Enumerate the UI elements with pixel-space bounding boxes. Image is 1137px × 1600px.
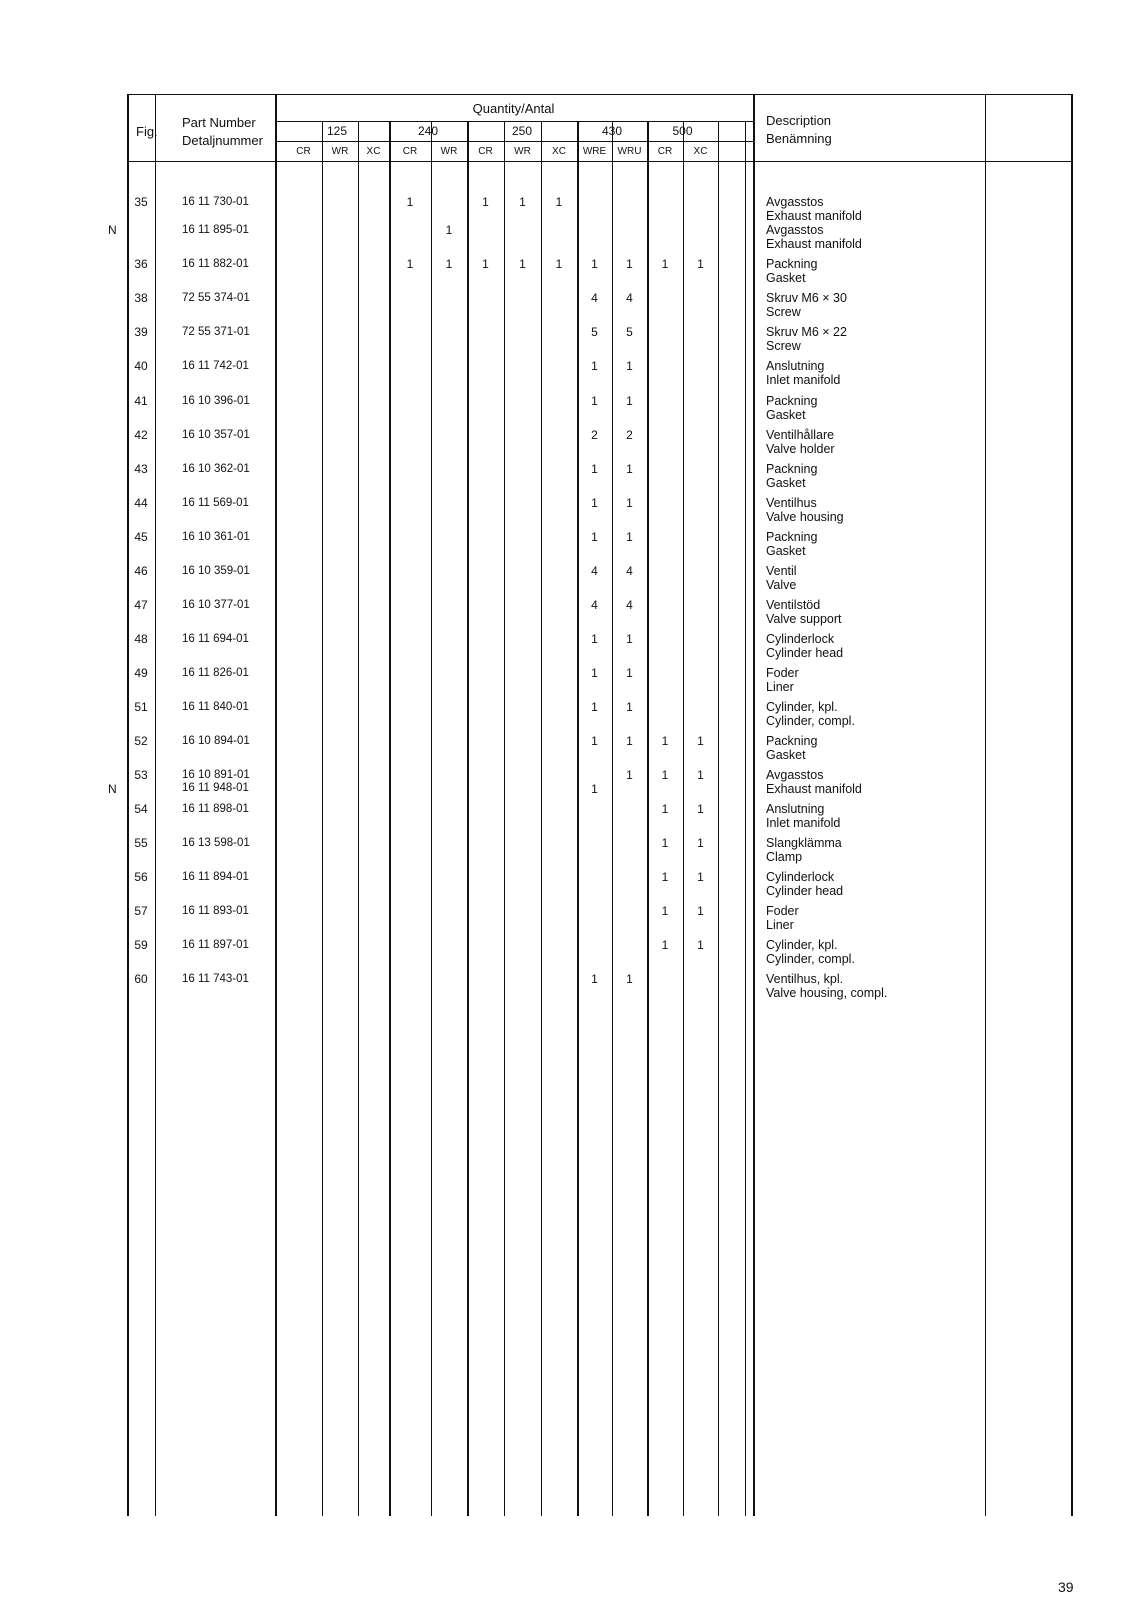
quantity-cell: 1 — [626, 462, 633, 476]
fig-number: 54 — [134, 802, 148, 816]
column-rule — [753, 94, 755, 1516]
column-rule — [1071, 94, 1073, 1516]
part-number: 72 55 371-01 — [182, 326, 250, 338]
fig-number: 40 — [134, 359, 148, 373]
description-sv: Packning — [766, 530, 818, 544]
description-en: Exhaust manifold — [766, 237, 862, 251]
fig-number: 57 — [134, 904, 148, 918]
quantity-cell: 1 — [591, 666, 598, 680]
quantity-cell: 1 — [591, 734, 598, 748]
description-sv: Cylinder, kpl. — [766, 938, 838, 952]
quantity-cell: 1 — [406, 257, 414, 271]
part-number: 16 10 361-01 — [182, 531, 250, 543]
quantity-cell: 1 — [626, 394, 633, 408]
model-label-500: 500 — [672, 124, 693, 138]
description-en: Exhaust manifold — [766, 782, 862, 796]
fig-header: Fig. — [136, 124, 158, 139]
quantity-cell: 5 — [626, 325, 633, 339]
part-number: 16 10 377-01 — [182, 599, 250, 611]
fig-number: 43 — [134, 462, 148, 476]
part-number: 16 11 743-01 — [182, 973, 249, 985]
quantity-cell: 4 — [626, 598, 633, 612]
quantity-cell: 1 — [661, 870, 669, 884]
model-label-125: 125 — [326, 124, 348, 138]
quantity-cell: 1 — [697, 904, 704, 918]
quantity-cell: 1 — [626, 768, 633, 782]
part-number: 16 11 948-01 — [182, 782, 249, 794]
quantity-cell: 1 — [591, 359, 598, 373]
quantity-cell: 1 — [591, 394, 598, 408]
column-rule — [322, 121, 323, 1516]
quantity-cell: 1 — [591, 462, 598, 476]
variant-label: WRE — [582, 146, 607, 157]
quantity-cell: 1 — [591, 972, 598, 986]
description-en: Screw — [766, 305, 801, 319]
fig-number: 49 — [134, 666, 148, 680]
part-number: 16 11 882-01 — [182, 258, 249, 270]
description-sv: Foder — [766, 904, 799, 918]
quantity-cell: 1 — [626, 666, 633, 680]
description-en: Gasket — [766, 476, 806, 490]
description-sv: Packning — [766, 734, 818, 748]
quantity-cell: 1 — [555, 257, 563, 271]
fig-number: 52 — [134, 734, 148, 748]
variant-label: CR — [296, 146, 311, 157]
quantity-cell: 1 — [591, 496, 598, 510]
quantity-cell: 1 — [591, 530, 598, 544]
column-rule — [745, 121, 746, 1516]
description-en: Cylinder head — [766, 884, 844, 898]
description-en: Valve housing, compl. — [766, 986, 888, 1000]
description-sv: Avgasstos — [766, 223, 824, 237]
part-number: 16 11 898-01 — [182, 803, 249, 815]
variant-label: CR — [402, 146, 418, 157]
description-en: Cylinder, compl. — [766, 952, 855, 966]
part-number: 16 10 359-01 — [182, 565, 250, 577]
fig-number: 48 — [134, 632, 148, 646]
description-en: Valve — [766, 578, 797, 592]
row-rule — [127, 161, 1073, 162]
part-number: 16 10 396-01 — [182, 395, 250, 407]
quantity-cell: 1 — [445, 257, 453, 271]
fig-number: 44 — [134, 496, 148, 510]
description-header-sv: Benämning — [766, 131, 832, 146]
description-sv: Anslutning — [766, 802, 825, 816]
quantity-cell: 1 — [445, 223, 453, 237]
description-en: Inlet manifold — [766, 816, 841, 830]
part-number: 16 13 598-01 — [182, 837, 250, 849]
description-sv: Packning — [766, 257, 818, 271]
fig-number: 38 — [134, 291, 148, 305]
description-sv: Cylinderlock — [766, 870, 835, 884]
description-sv: Ventilstöd — [766, 598, 821, 612]
variant-label: CR — [657, 146, 673, 157]
column-rule — [389, 121, 391, 1516]
fig-number: 47 — [134, 598, 148, 612]
fig-number: 55 — [134, 836, 148, 850]
description-sv: Slangklämma — [766, 836, 842, 850]
description-sv: Anslutning — [766, 359, 825, 373]
quantity-cell: 5 — [591, 325, 598, 339]
fig-number: 45 — [134, 530, 148, 544]
quantity-cell: 4 — [591, 598, 598, 612]
quantity-cell: 1 — [626, 496, 633, 510]
quantity-cell: 4 — [591, 291, 598, 305]
quantity-cell: 1 — [697, 802, 704, 816]
description-en: Gasket — [766, 408, 806, 422]
quantity-cell: 1 — [482, 195, 489, 209]
column-rule — [467, 121, 469, 1516]
quantity-cell: 1 — [697, 938, 704, 952]
column-rule — [541, 121, 542, 1516]
quantity-cell: 1 — [591, 700, 598, 714]
part-number: 16 11 826-01 — [182, 667, 249, 679]
variant-label: XC — [366, 146, 381, 157]
description-sv: Avgasstos — [766, 195, 824, 209]
variant-label: WR — [514, 146, 531, 157]
variant-label: CR — [478, 146, 493, 157]
quantity-cell: 1 — [661, 802, 669, 816]
description-en: Exhaust manifold — [766, 209, 862, 223]
quantity-cell: 1 — [626, 734, 633, 748]
variant-label: XC — [693, 146, 708, 157]
description-en: Cylinder head — [766, 646, 844, 660]
quantity-cell: 1 — [626, 972, 633, 986]
fig-number: 35 — [134, 195, 148, 209]
quantity-cell: 2 — [626, 428, 633, 442]
fig-number: 56 — [134, 870, 148, 884]
quantity-cell: 1 — [519, 195, 526, 209]
quantity-cell: 1 — [661, 938, 669, 952]
column-rule — [275, 94, 277, 1516]
column-rule — [718, 121, 719, 1516]
new-part-marker: N — [108, 782, 117, 796]
row-rule — [127, 94, 1073, 95]
row-rule — [275, 121, 755, 122]
description-en: Valve support — [766, 612, 842, 626]
quantity-cell: 4 — [626, 564, 633, 578]
fig-number: 51 — [134, 700, 148, 714]
column-rule — [683, 121, 684, 1516]
part-number: 16 11 742-01 — [182, 360, 249, 372]
quantity-cell: 1 — [697, 768, 704, 782]
description-en: Liner — [766, 918, 794, 932]
quantity-cell: 1 — [626, 257, 633, 271]
part-number-header-sv: Detaljnummer — [182, 133, 263, 148]
description-en: Inlet manifold — [766, 373, 841, 387]
fig-number: 39 — [134, 325, 148, 339]
quantity-cell: 4 — [626, 291, 633, 305]
quantity-cell: 1 — [519, 257, 526, 271]
part-number: 72 55 374-01 — [182, 292, 250, 304]
quantity-cell: 1 — [626, 530, 633, 544]
column-rule — [504, 121, 505, 1516]
fig-number: 41 — [134, 394, 148, 408]
fig-number: 59 — [134, 938, 148, 952]
variant-label: WR — [440, 146, 458, 157]
variant-label: XC — [552, 146, 566, 157]
description-en: Gasket — [766, 544, 806, 558]
quantity-cell: 1 — [482, 257, 489, 271]
quantity-cell: 1 — [697, 836, 704, 850]
part-number-header-en: Part Number — [182, 115, 256, 130]
quantity-cell: 1 — [591, 782, 598, 796]
description-sv: Ventilhållare — [766, 428, 835, 442]
description-sv: Avgasstos — [766, 768, 824, 782]
quantity-cell: 1 — [697, 257, 704, 271]
quantity-cell: 1 — [591, 257, 598, 271]
description-sv: Ventilhus — [766, 496, 817, 510]
quantity-cell: 1 — [626, 359, 633, 373]
column-rule — [985, 94, 986, 1516]
description-sv: Packning — [766, 462, 818, 476]
description-sv: Skruv M6 × 22 — [766, 325, 847, 339]
column-rule — [431, 121, 432, 1516]
part-number: 16 11 569-01 — [182, 497, 249, 509]
column-rule — [155, 94, 156, 1516]
new-part-marker: N — [108, 223, 117, 237]
part-number: 16 10 891-01 — [182, 769, 250, 781]
page-number: 39 — [1058, 1579, 1074, 1595]
description-sv: Cylinderlock — [766, 632, 835, 646]
quantity-cell: 4 — [591, 564, 598, 578]
description-sv: Skruv M6 × 30 — [766, 291, 847, 305]
quantity-cell: 1 — [406, 195, 414, 209]
quantity-cell: 1 — [555, 195, 563, 209]
description-sv: Ventilhus, kpl. — [766, 972, 844, 986]
row-rule — [275, 141, 755, 142]
part-number: 16 11 730-01 — [182, 196, 249, 208]
fig-number: 60 — [134, 972, 148, 986]
description-sv: Packning — [766, 394, 818, 408]
quantity-cell: 1 — [626, 700, 633, 714]
variant-label: WRU — [617, 146, 642, 157]
quantity-cell: 1 — [661, 257, 669, 271]
fig-number: 53 — [134, 768, 148, 782]
part-number: 16 11 894-01 — [182, 871, 249, 883]
part-number: 16 10 362-01 — [182, 463, 250, 475]
part-number: 16 11 694-01 — [182, 633, 249, 645]
fig-number: 46 — [134, 564, 148, 578]
quantity-cell: 1 — [661, 734, 669, 748]
description-en: Valve holder — [766, 442, 835, 456]
quantity-cell: 1 — [661, 904, 669, 918]
part-number: 16 11 893-01 — [182, 905, 249, 917]
description-en: Cylinder, compl. — [766, 714, 855, 728]
description-en: Gasket — [766, 271, 806, 285]
description-sv: Foder — [766, 666, 799, 680]
quantity-cell: 2 — [591, 428, 598, 442]
part-number: 16 11 895-01 — [182, 224, 249, 236]
column-rule — [358, 121, 359, 1516]
description-en: Screw — [766, 339, 801, 353]
part-number: 16 10 357-01 — [182, 429, 250, 441]
quantity-cell: 1 — [626, 632, 633, 646]
fig-number: 36 — [134, 257, 148, 271]
part-number: 16 11 897-01 — [182, 939, 249, 951]
quantity-cell: 1 — [661, 768, 669, 782]
part-number: 16 11 840-01 — [182, 701, 249, 713]
model-label-250: 250 — [511, 124, 533, 138]
variant-label: WR — [331, 146, 349, 157]
column-rule — [647, 121, 649, 1516]
description-header-en: Description — [766, 113, 832, 128]
quantity-cell: 1 — [697, 870, 704, 884]
part-number: 16 10 894-01 — [182, 735, 250, 747]
description-en: Liner — [766, 680, 794, 694]
model-label-430: 430 — [601, 124, 623, 138]
quantity-cell: 1 — [661, 836, 669, 850]
quantity-cell: 1 — [591, 632, 598, 646]
fig-number: 42 — [134, 428, 148, 442]
description-sv: Cylinder, kpl. — [766, 700, 838, 714]
quantity-header: Quantity/Antal — [472, 101, 555, 116]
description-en: Clamp — [766, 850, 803, 864]
model-label-240: 240 — [417, 124, 439, 138]
column-rule — [127, 94, 129, 1516]
description-en: Gasket — [766, 748, 806, 762]
description-sv: Ventil — [766, 564, 797, 578]
quantity-cell: 1 — [697, 734, 704, 748]
description-en: Valve housing — [766, 510, 844, 524]
